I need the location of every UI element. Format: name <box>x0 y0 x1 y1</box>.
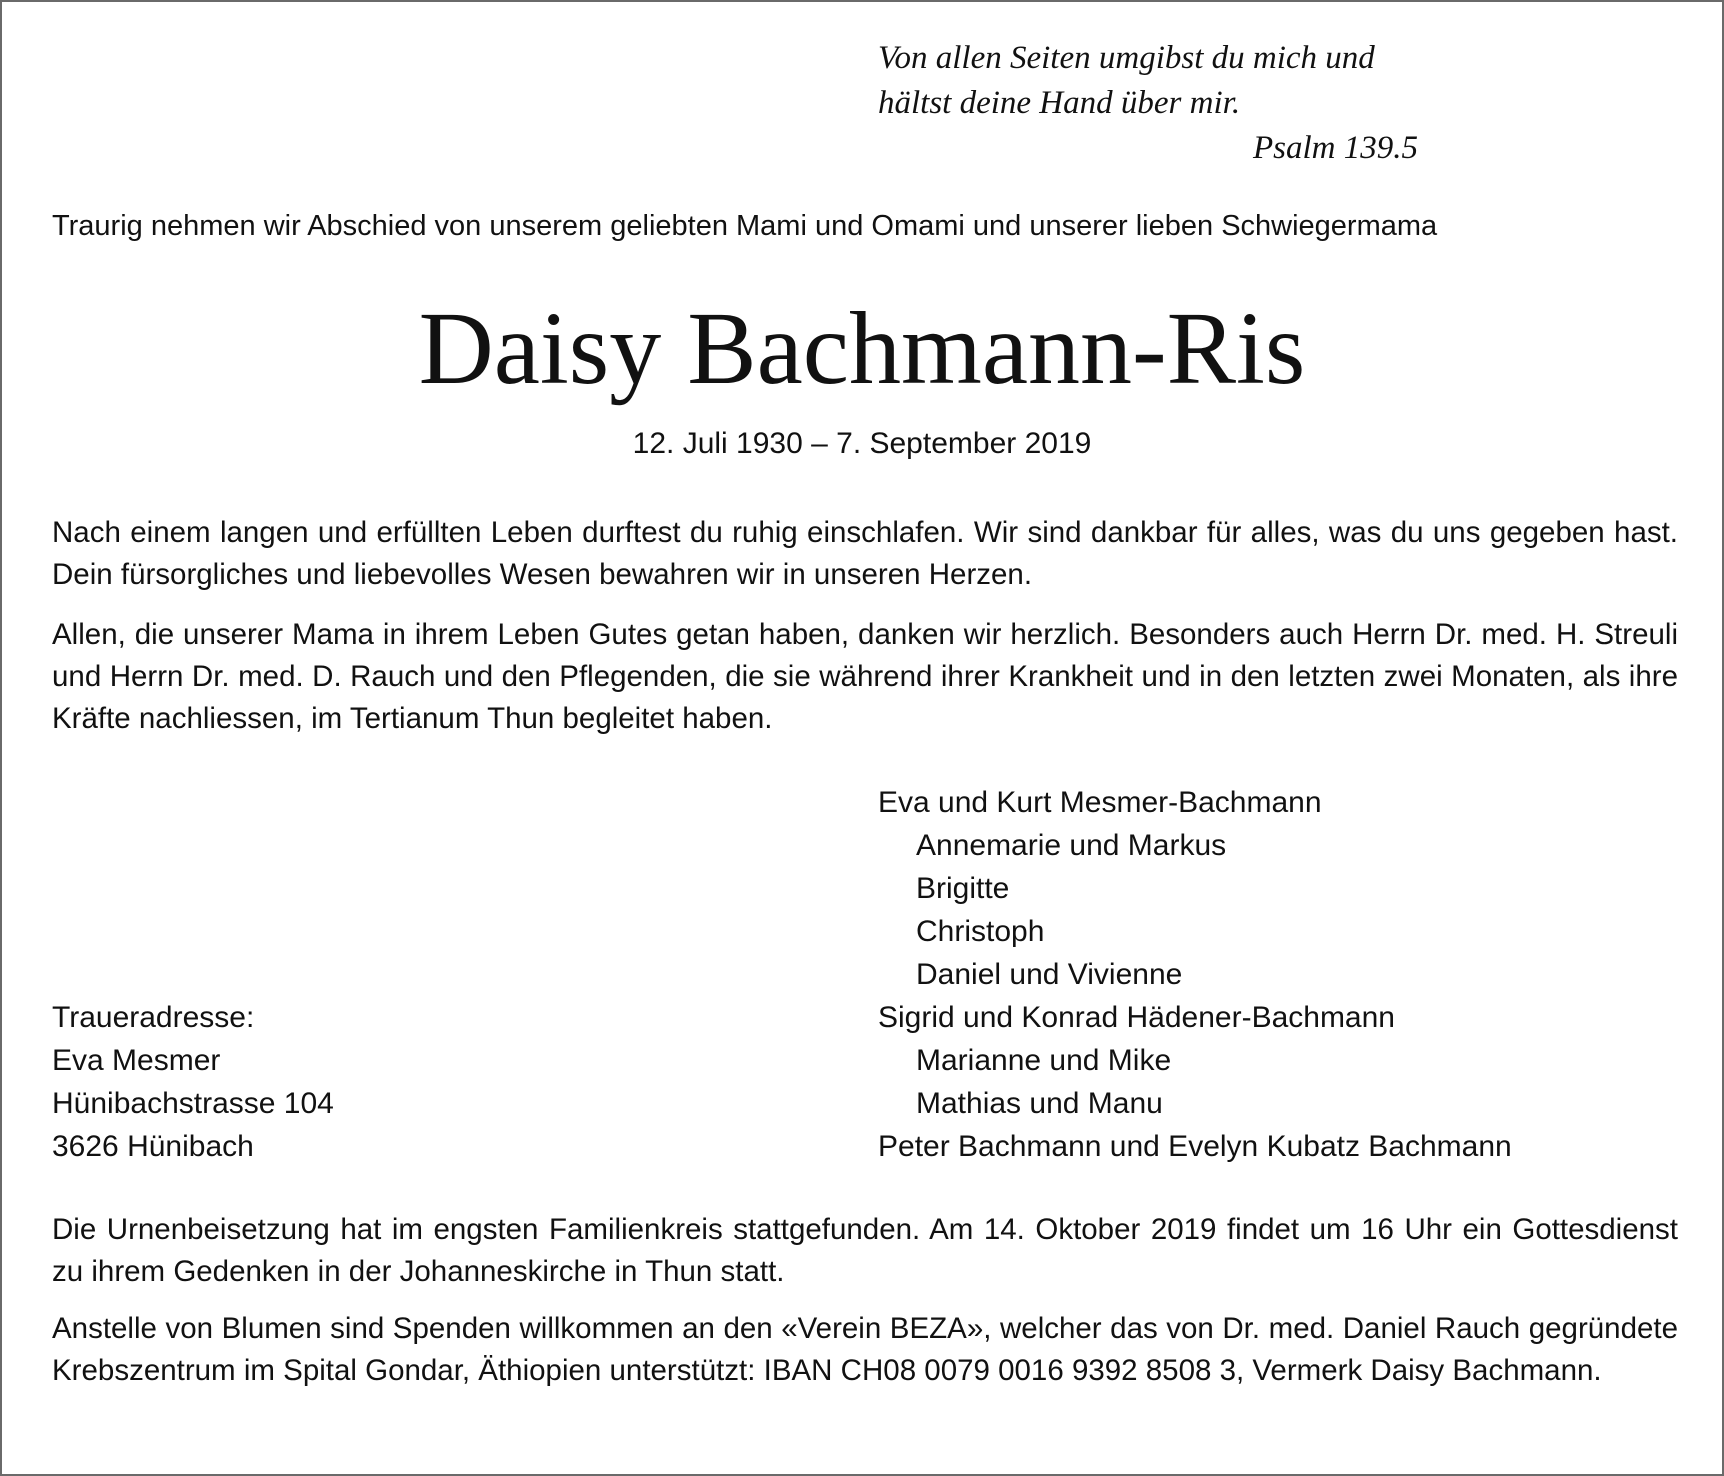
address-label: Traueradresse: <box>52 1001 255 1034</box>
address-city: 3626 Hünibach <box>52 1130 254 1163</box>
verse-reference: Psalm 139.5 <box>1253 130 1418 166</box>
mourner-family: Peter Bachmann und Evelyn Kubatz Bachmann <box>878 1130 1512 1163</box>
verse-line-2: hältst deine Hand über mir. <box>878 85 1241 121</box>
bible-verse <box>878 36 1418 171</box>
mourner-child: Daniel und Vivienne <box>916 958 1183 991</box>
thanks-paragraph: Allen, die unserer Mama in ihrem Leben Gutes getan haben, danken wir herzlich. Besonders auch Herrn Dr. med. H. Streuli und Herrn Dr. med. D. Rauch und den Pflegenden, die sie während ihrer Krankheit und in den letzten zwei Monaten, als ihre Kräfte nachliessen, im Tertianum Thun begleitet haben. <box>52 618 1678 735</box>
mourner-child: Marianne und Mike <box>916 1044 1172 1077</box>
burial-paragraph: Die Urnenbeisetzung hat im engsten Familienkreis stattgefunden. Am 14. Oktober 2019 findet um 16 Uhr ein Gottesdienst zu ihrem Gedenken in der Johanneskirche in Thun statt. <box>52 1213 1678 1288</box>
donation-paragraph: Anstelle von Blumen sind Spenden willkommen an den «Verein BEZA», welcher das von Dr. med. Daniel Rauch gegründete Krebszentrum im Spital Gondar, Äthiopien unterstützt: IBAN CH08 0079 0016 9392 8508 3, Vermerk Daisy Bachmann. <box>52 1312 1678 1387</box>
intro-text: Traurig nehmen wir Abschied von unserem geliebten Mami und Omami und unserer lieben Schwiegermama <box>52 210 1438 242</box>
address-name: Eva Mesmer <box>52 1044 221 1077</box>
mourner-family: Sigrid und Konrad Hädener-Bachmann <box>878 1001 1395 1034</box>
mourner-child: Brigitte <box>916 872 1010 905</box>
mourning-address <box>52 996 334 1168</box>
verse-line-1: Von allen Seiten umgibst du mich und <box>878 40 1375 76</box>
mourner-child: Mathias und Manu <box>916 1087 1163 1120</box>
farewell-paragraph: Nach einem langen und erfüllten Leben durftest du ruhig einschlafen. Wir sind dankbar für alles, was du uns gegeben hast. Dein fürsorgliches und liebevolles Wesen bewahren wir in unseren Herzen. <box>52 516 1678 591</box>
life-dates: 12. Juli 1930 – 7. September 2019 <box>632 427 1092 460</box>
mourner-child: Annemarie und Markus <box>916 829 1227 862</box>
mourner-child: Christoph <box>916 915 1045 948</box>
mourners-list <box>878 781 1512 1168</box>
mourner-family: Eva und Kurt Mesmer-Bachmann <box>878 786 1322 819</box>
address-street: Hünibachstrasse 104 <box>52 1087 334 1120</box>
deceased-name: Daisy Bachmann-Ris <box>418 291 1306 406</box>
